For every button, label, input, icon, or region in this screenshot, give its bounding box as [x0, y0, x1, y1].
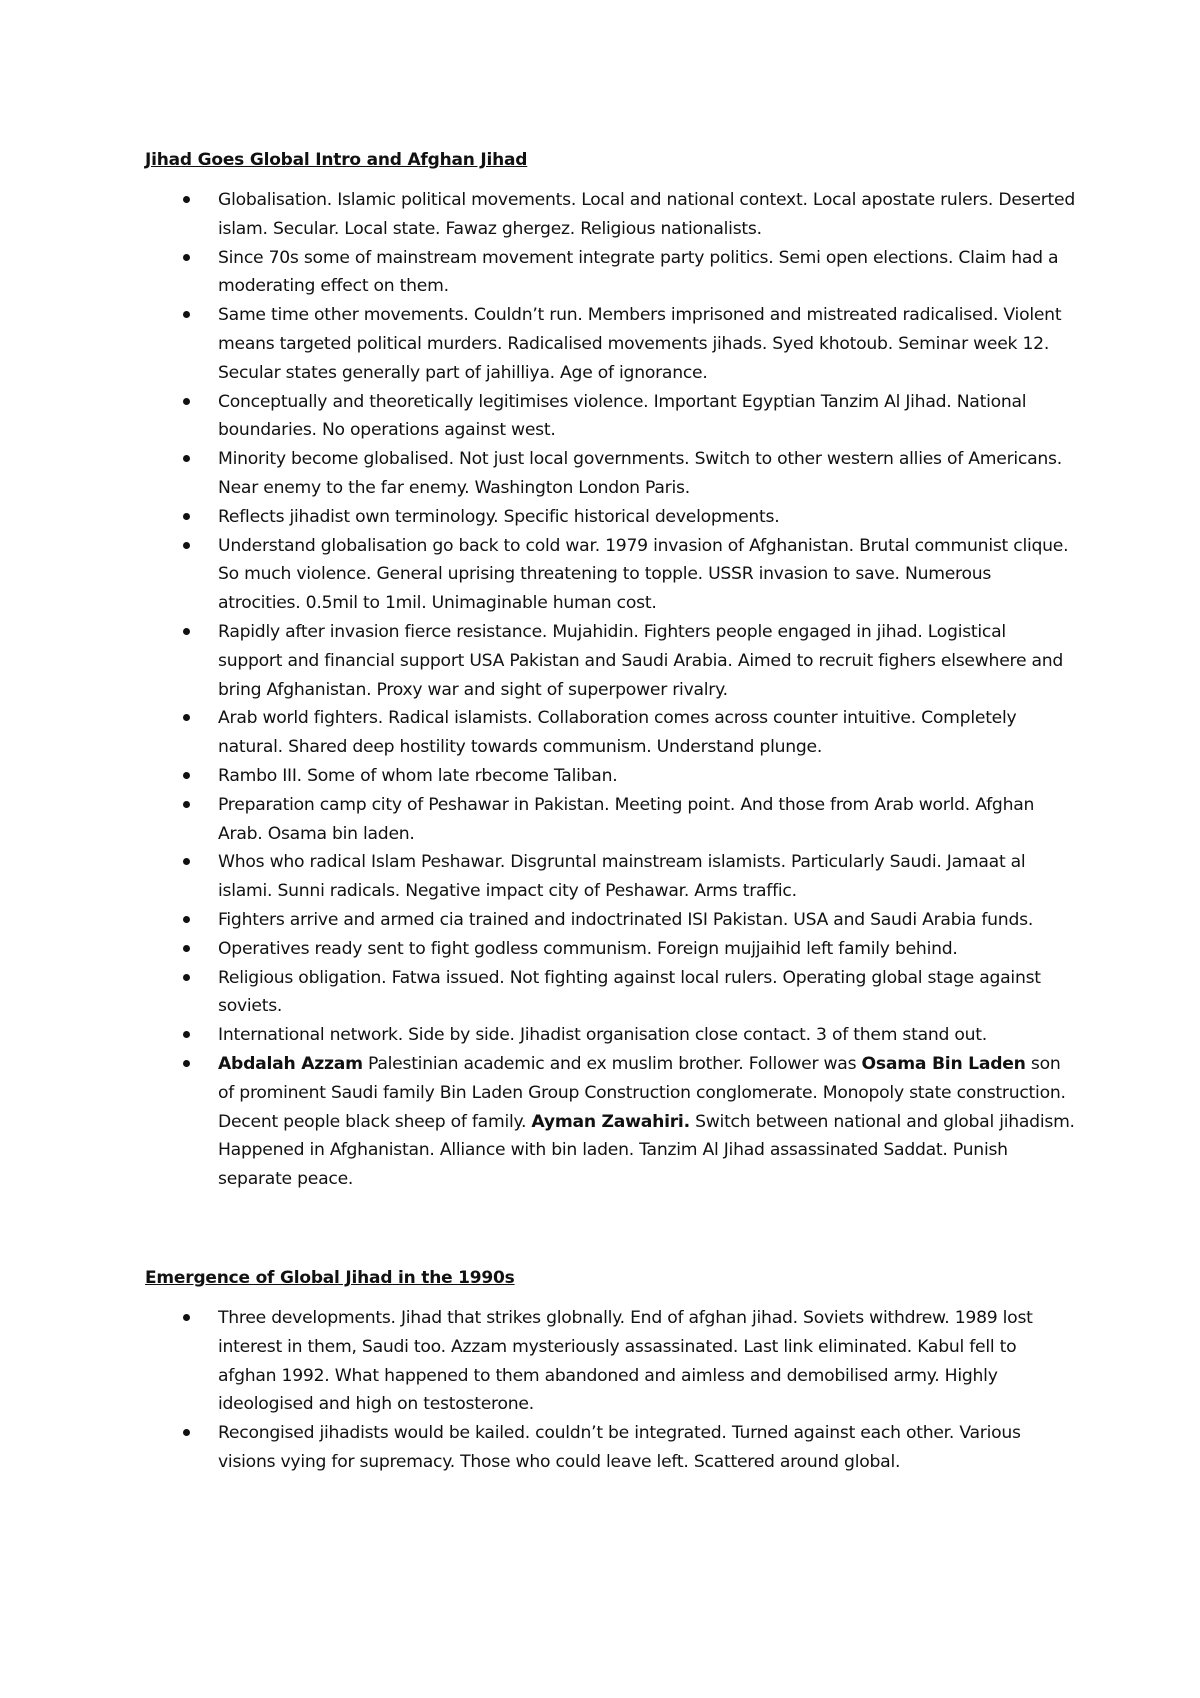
section-global-jihad-1990s: [145, 1266, 1075, 1477]
bullet-icon: [183, 311, 190, 318]
list-item: [145, 1021, 1075, 1050]
list-item: [145, 906, 1075, 935]
item-text: Operatives ready sent to fight godless communism. Foreign mujjaihid left family behind.: [218, 938, 958, 959]
list-item: [145, 1050, 1075, 1194]
bullet-icon: [183, 455, 190, 462]
item-text: Same time other movements. Couldn’t run. Members imprisoned and mistreated radicalised. Violent means targeted political murders. Radicalised movements jihads. Syed khotoub. Seminar week 12. Secular states generally part of jahilliya. Age of ignorance.: [218, 305, 1062, 383]
item-text: Reflects jihadist own terminology. Specific historical developments.: [218, 506, 780, 527]
item-text: Palestinian academic and ex muslim brother. Follower was: [362, 1053, 862, 1074]
bullet-icon: [183, 1429, 190, 1436]
bold-name: Abdalah Azzam: [218, 1053, 363, 1074]
bullet-icon: [183, 801, 190, 808]
bullet-list: [145, 186, 1075, 1194]
item-text: Arab world fighters. Radical islamists. Collaboration comes across counter intuitive. Completely natural. Shared deep hostility towards communism. Understand plunge.: [218, 708, 1017, 758]
list-item: [145, 186, 1075, 244]
bold-name: Osama Bin Laden: [861, 1053, 1026, 1074]
item-text: Rambo III. Some of whom late rbecome Taliban.: [218, 765, 618, 786]
item-text: Since 70s some of mainstream movement integrate party politics. Semi open elections. Claim had a moderating effect on them.: [218, 247, 1059, 297]
item-text: Fighters arrive and armed cia trained and indoctrinated ISI Pakistan. USA and Saudi Arabia funds.: [218, 909, 1034, 930]
bullet-icon: [183, 196, 190, 203]
section-afghan-jihad: [145, 148, 1075, 1194]
item-text: Rapidly after invasion fierce resistance. Mujahidin. Fighters people engaged in jihad. Logistical support and financial support USA Pakistan and Saudi Arabia. Aimed to recruit fighers elsewhere and bring Afghanistan. Proxy war and sight of superpower rivalry.: [218, 621, 1064, 700]
bullet-icon: [183, 628, 190, 635]
item-text: Three developments. Jihad that strikes globnally. End of afghan jihad. Soviets withdrew. 1989 lost interest in them, Saudi too. Azzam mysteriously assassinated. Last link eliminated. Kabul fell to afghan 1992. What happened to them abandoned and aimless and demobilised army. Highly ideologised and high on testosterone.: [218, 1308, 1033, 1415]
item-text: Globalisation. Islamic political movements. Local and national context. Local apostate rulers. Deserted islam. Secular. Local state. Fawaz ghergez. Religious nationalists.: [218, 190, 1075, 239]
bullet-icon: [183, 858, 190, 865]
list-item: [145, 244, 1075, 302]
bullet-icon: [183, 772, 190, 779]
bullet-icon: [183, 1031, 190, 1038]
bullet-icon: [183, 974, 190, 981]
list-item: [145, 618, 1075, 704]
item-text: Understand globalisation go back to cold war. 1979 invasion of Afghanistan. Brutal communist clique. So much violence. General uprising threatening to topple. USSR invasion to save. Numerous atrocities. 0.5mil to 1mil. Unimaginable human cost.: [218, 535, 1069, 614]
item-text: Preparation camp city of Peshawar in Pakistan. Meeting point. And those from Arab world. Afghan Arab. Osama bin laden.: [218, 794, 1035, 844]
bullet-icon: [183, 254, 190, 261]
list-item: [145, 503, 1075, 532]
bullet-icon: [183, 398, 190, 405]
bullet-list: [145, 1304, 1075, 1477]
list-item: [145, 388, 1075, 446]
bullet-icon: [183, 1060, 190, 1067]
item-text: Switch between national and global jihadism. Happened in Afghanistan. Alliance with bin laden. Tanzim Al Jihad assassinated Saddat. Punish separate peace.: [218, 1111, 1075, 1190]
list-item: [145, 964, 1075, 1022]
list-item: [145, 1419, 1075, 1477]
bullet-icon: [183, 513, 190, 520]
list-item: [145, 445, 1075, 503]
section-heading: Jihad Goes Global Intro and Afghan Jihad: [145, 150, 528, 170]
bold-name: Ayman Zawahiri.: [531, 1111, 690, 1132]
list-item: [145, 532, 1075, 618]
bullet-icon: [183, 945, 190, 952]
bullet-icon: [183, 1314, 190, 1321]
item-text: Recongised jihadists would be kailed. couldn’t be integrated. Turned against each other. Various visions vying for supremacy. Those who could leave left. Scattered around global.: [218, 1423, 1021, 1472]
list-item: [145, 704, 1075, 762]
item-text: Conceptually and theoretically legitimises violence. Important Egyptian Tanzim Al Jihad. National boundaries. No operations against west.: [218, 391, 1027, 441]
bullet-icon: [183, 714, 190, 721]
list-item: [145, 791, 1075, 849]
item-text: Whos who radical Islam Peshawar. Disgruntal mainstream islamists. Particularly Saudi. Jamaat al islami. Sunni radicals. Negative impact city of Peshawar. Arms traffic.: [218, 852, 1026, 902]
list-item: [145, 935, 1075, 964]
list-item: [145, 762, 1075, 791]
item-text: Minority become globalised. Not just local governments. Switch to other western allies of Americans. Near enemy to the far enemy. Washington London Paris.: [218, 449, 1062, 498]
bullet-icon: [183, 916, 190, 923]
bullet-icon: [183, 542, 190, 549]
item-text: son of prominent Saudi family Bin Laden Group Construction conglomerate. Monopoly state construction. Decent people black sheep of family.: [218, 1053, 1066, 1132]
list-item: [145, 848, 1075, 906]
section-heading: Emergence of Global Jihad in the 1990s: [145, 1268, 515, 1288]
item-text: International network. Side by side. Jihadist organisation close contact. 3 of them stand out.: [218, 1025, 988, 1046]
list-item: [145, 301, 1075, 387]
item-text: Religious obligation. Fatwa issued. Not fighting against local rulers. Operating global stage against soviets.: [218, 967, 1041, 1017]
list-item: [145, 1304, 1075, 1419]
